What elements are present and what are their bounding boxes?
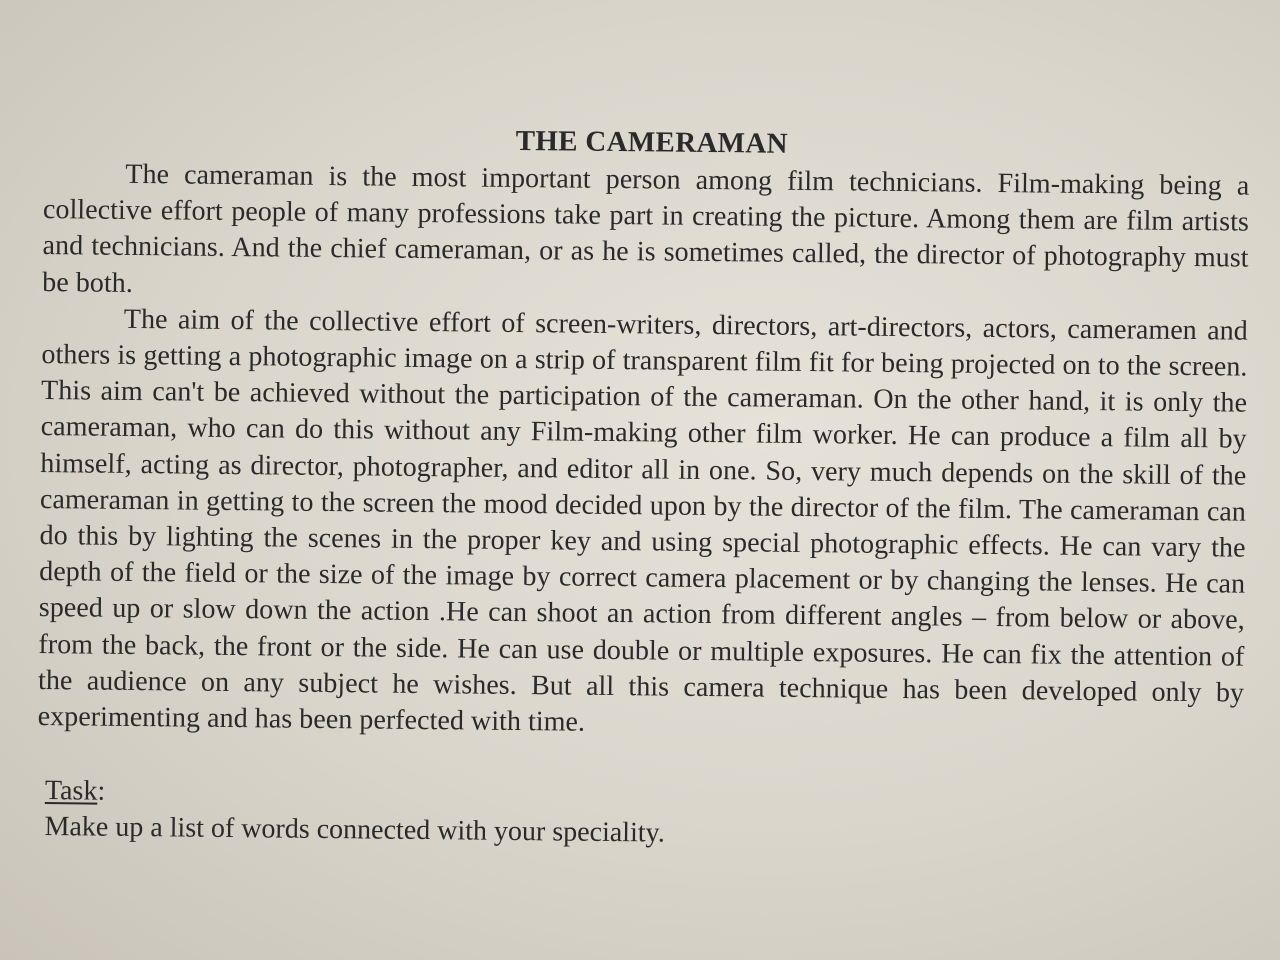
document-page xyxy=(36,116,1250,858)
task-colon: : xyxy=(97,775,106,807)
task-text: Make up a list of words connected with your speciality. xyxy=(44,811,665,849)
page-title: THE CAMERAMAN xyxy=(515,124,788,160)
paragraph-2: The aim of the collective effort of screen-writers, directors, art-directors, actors, cameramen and others is getting a photographic image on a strip of transparent film fit for being projected on to the screen. This aim can't be achieved without the participation of the cameraman. On the other hand, it is only the cameraman, who can do this without any Film-making other film worker. He can produce a film all by himself, acting as director, photographer, and editor all in one. So, very much depends on the skill of the cameraman in getting to the screen the mood decided upon by the director of the film. The cameraman can do this by lighting the scenes in the proper key and using special photographic effects. He can vary the depth of the field or the size of the image by correct camera placement or by changing the lenses. He can speed up or slow down the action .He can shoot an action from different angles – from below or above, from the back, the front or the side. He can use double or multiple exposures. He can fix the attention of the audience on any subject he wishes. But all this camera technique has been developed only by experimenting and has been perfected with time. xyxy=(37,303,1248,738)
paragraph-1: The cameraman is the most important person among film technicians. Film-making being a collective effort people of many professions take part in creating the picture. Among them are film artists and technicians. And the chief cameraman, or as he is sometimes called, the director of photography must be both. xyxy=(42,158,1250,299)
task-label: Task xyxy=(44,775,98,807)
